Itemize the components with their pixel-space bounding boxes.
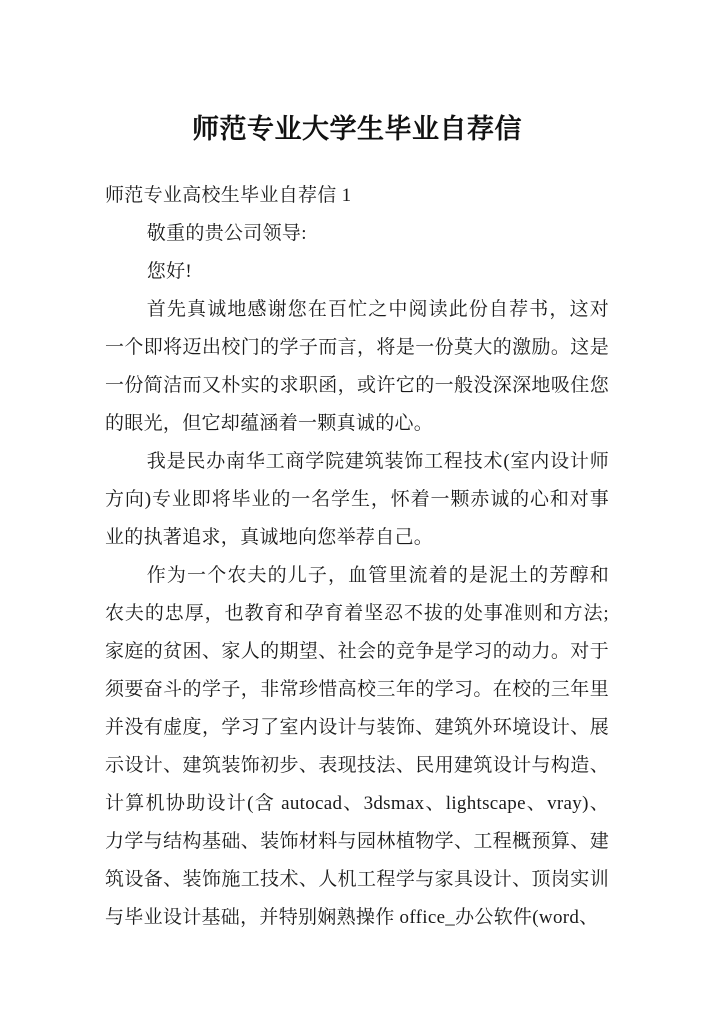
document-title: 师范专业大学生毕业自荐信: [192, 114, 522, 144]
paragraph: 首先真诚地感谢您在百忙之中阅读此份自荐书，这对一个即将迈出校门的学子而言，将是一份莫大的激励。这是一份简洁而又朴实的求职函，或许它的一般没深深地吸住您的眼光，但它却蕴涵着一颗真诚的心。: [105, 299, 609, 434]
document-content: [105, 0, 609, 937]
greeting-line: 您好!: [146, 261, 193, 282]
paragraph: 我是民办南华工商学院建筑装饰工程技术(室内设计师方向)专业即将毕业的一名学生，怀着一颗赤诚的心和对事业的执著追求，真诚地向您举荐自己。: [105, 451, 609, 548]
section-heading: 师范专业高校生毕业自荐信 1: [105, 185, 352, 206]
salutation-line: 敬重的贵公司领导:: [146, 223, 307, 244]
document-body: [105, 177, 609, 937]
paragraph: 作为一个农夫的儿子，血管里流着的是泥土的芳醇和农夫的忠厚，也教育和孕育着坚忍不拔的处事准则和方法;家庭的贫困、家人的期望、社会的竞争是学习的动力。对于须要奋斗的学子，非常珍惜高校三年的学习。在校的三年里并没有虚度，学习了室内设计与装饰、建筑外环境设计、展示设计、建筑装饰初步、表现技法、民用建筑设计与构造、计算机协助设计(含 autocad、3dsmax、lightscape、vray)、力学与结构基础、装饰材料与园林植物学、工程概预算、建筑设备、装饰施工技术、人机工程学与家具设计、顶岗实训与毕业设计基础，并特别娴熟操作 office_办公软件(word、: [105, 565, 609, 928]
